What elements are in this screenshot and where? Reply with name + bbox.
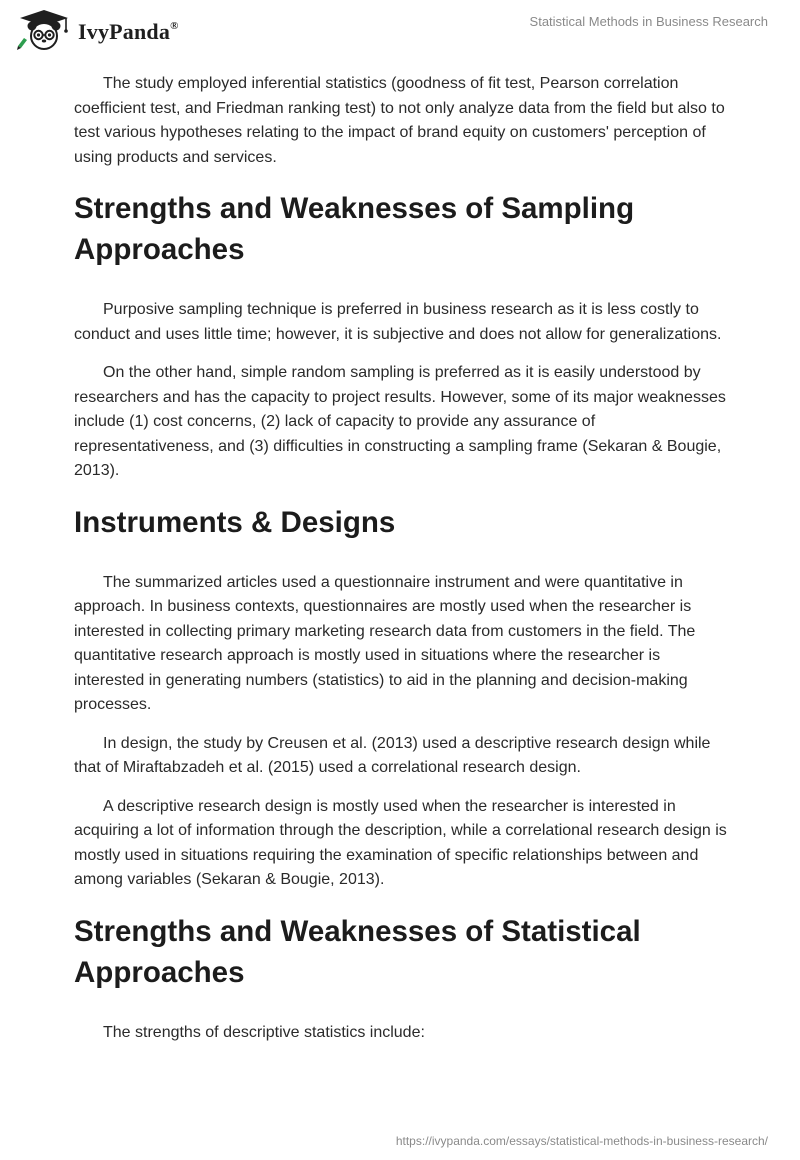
registered-mark: ® [170,19,179,32]
paragraph-descriptive-strengths: The strengths of descriptive statistics include: [103,1023,425,1041]
brand-name[interactable] [78,19,179,45]
heading-sampling-approaches: Strengths and Weaknesses of Sampling Approaches [74,192,635,266]
page-header [0,0,800,60]
source-url[interactable]: https://ivypanda.com/essays/statistical-methods-in-business-research/ [395,1134,768,1148]
article-body [74,72,734,1059]
paragraph-simple-random-sampling: On the other hand, simple random sampling is preferred as it is easily understood by researchers and has the capacity to project results. However, some of its major weaknesses include (1) cost concerns, (2) lack of capacity to provide any assurance of representativeness, and (3) difficulties in constructing a sampling frame (Sekaran & Bougie, 2013). [74,364,726,479]
paragraph-research-designs: In design, the study by Creusen et al. (2013) used a descriptive research design while that of Miraftabzadeh et al. (2015) used a correlational research design. [74,734,711,776]
panda-graduate-logo-icon[interactable] [14,8,74,52]
paragraph-inferential-statistics: The study employed inferential statistics (goodness of fit test, Pearson correlation coefficient test, and Friedman ranking test) to not only analyze data from the field but also to test various hypotheses relating to the impact of brand equity on customers' perception of using products and services. [74,75,725,166]
document-title: Statistical Methods in Business Research [529,14,768,29]
paragraph-questionnaire-instrument: The summarized articles used a questionnaire instrument and were quantitative in approach. In business contexts, questionnaires are mostly used when the researcher is interested in collecting primary marketing research data from customers in the field. The quantitative research approach is mostly used in situations where the researcher is interested in generating numbers (statistics) to aid in the planning and decision-making processes. [74,573,696,713]
paragraph-purposive-sampling: Purposive sampling technique is preferred in business research as it is less costly to conduct and uses little time; however, it is subjective and does not allow for generalizations. [74,301,722,343]
brand-text: IvyPanda [78,19,171,44]
paragraph-descriptive-correlational: A descriptive research design is mostly used when the researcher is interested in acquiring a lot of information through the description, while a correlational research design is mostly used in situations requiring the examination of specific relationships between and among variables (Sekaran & Bougie, 2013). [74,797,727,888]
heading-statistical-approaches: Strengths and Weaknesses of Statistical Approaches [74,914,641,989]
heading-instruments-designs: Instruments & Designs [74,505,396,539]
